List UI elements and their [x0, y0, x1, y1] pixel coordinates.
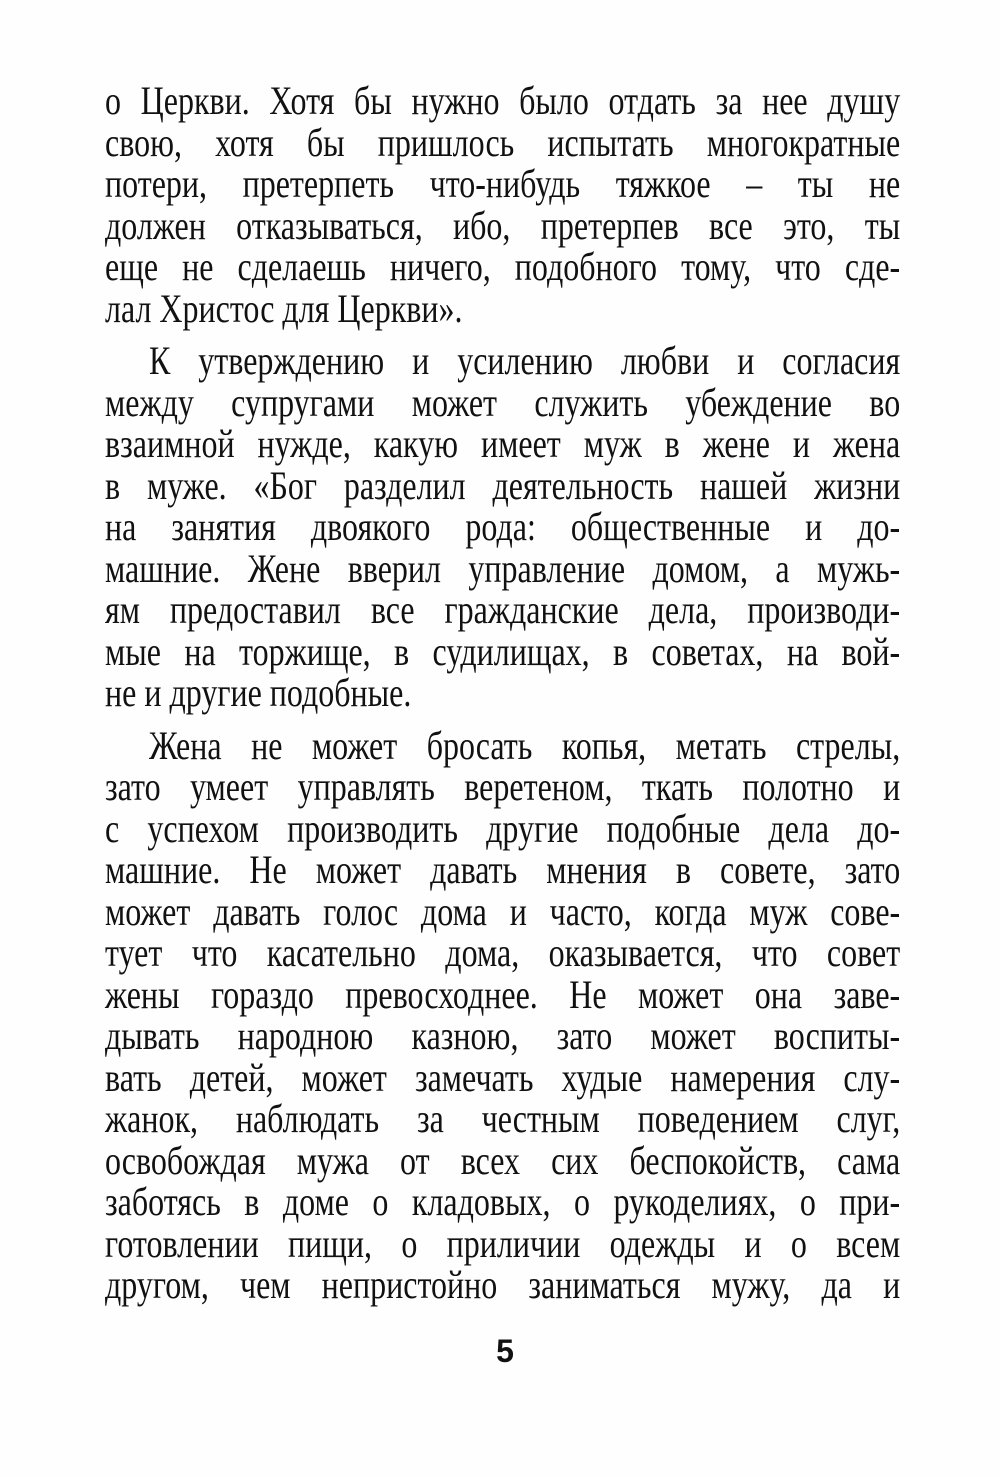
- text-line: мые на торжище, в судилищах, в советах, на вой-: [105, 628, 901, 674]
- text-line: жены гораздо превосходнее. Не может она заве-: [105, 971, 901, 1017]
- text-line: жанок, наблюдать за честным поведением слуг,: [105, 1096, 901, 1141]
- text-line: еще не сделаешь ничего, подобного тому, что сде-: [105, 244, 901, 289]
- text-line: зато умеет управлять веретеном, ткать полотно и: [105, 764, 901, 809]
- text-line: между супругами может служить убеждение во: [105, 379, 901, 425]
- text-line: другом, чем непристойно заниматься мужу, да и: [105, 1262, 901, 1307]
- text-line: готовлении пищи, о приличии одежды и о всем: [105, 1220, 901, 1266]
- text-line: лал Христос для Церкви».: [105, 285, 463, 331]
- text-line: о Церкви. Хотя бы нужно было отдать за нее душу: [105, 78, 901, 123]
- text-line: взаимной нужде, какую имеет муж в жене и жена: [105, 421, 901, 466]
- text-line: может давать голос дома и часто, когда муж сове-: [105, 888, 901, 934]
- text-line: машние. Не может давать мнения в совете, зато: [105, 847, 901, 892]
- paragraph: [105, 722, 901, 1307]
- body-text: [105, 80, 900, 1317]
- text-line: Жена не может бросать копья, метать стрелы,: [149, 722, 901, 768]
- text-line: К утверждению и усилению любви и согласия: [149, 338, 901, 383]
- paragraph: [105, 80, 900, 329]
- text-line: вать детей, может замечать худые намерения слу-: [105, 1054, 901, 1100]
- text-line: освобождая мужа от всех сих беспокойств, сама: [105, 1137, 901, 1183]
- page-number: 5: [496, 1333, 514, 1369]
- text-line: в муже. «Бог разделил деятельность нашей жизни: [105, 462, 901, 508]
- text-line: свою, хотя бы пришлось испытать многократные: [105, 119, 901, 165]
- text-line: с успехом производить другие подобные дела до-: [105, 805, 901, 851]
- text-line: заботясь в доме о кладовых, о рукоделиях, о при-: [105, 1179, 901, 1224]
- text-line: на занятия двоякого рода: общественные и до-: [105, 504, 901, 549]
- text-line: машние. Жене вверил управление домом, а мужь-: [105, 545, 901, 591]
- text-line: ям предоставил все гражданские дела, производи-: [105, 587, 901, 632]
- text-line: дывать народною казною, зато может воспиты-: [105, 1013, 901, 1058]
- text-line: потери, претерпеть что-нибудь тяжкое – ты не: [105, 161, 901, 206]
- text-line: тует что касательно дома, оказывается, что совет: [105, 930, 901, 975]
- text-line: не и другие подобные.: [105, 670, 412, 715]
- text-line: должен отказываться, ибо, претерпев все это, ты: [105, 202, 901, 248]
- paragraph: [105, 340, 900, 714]
